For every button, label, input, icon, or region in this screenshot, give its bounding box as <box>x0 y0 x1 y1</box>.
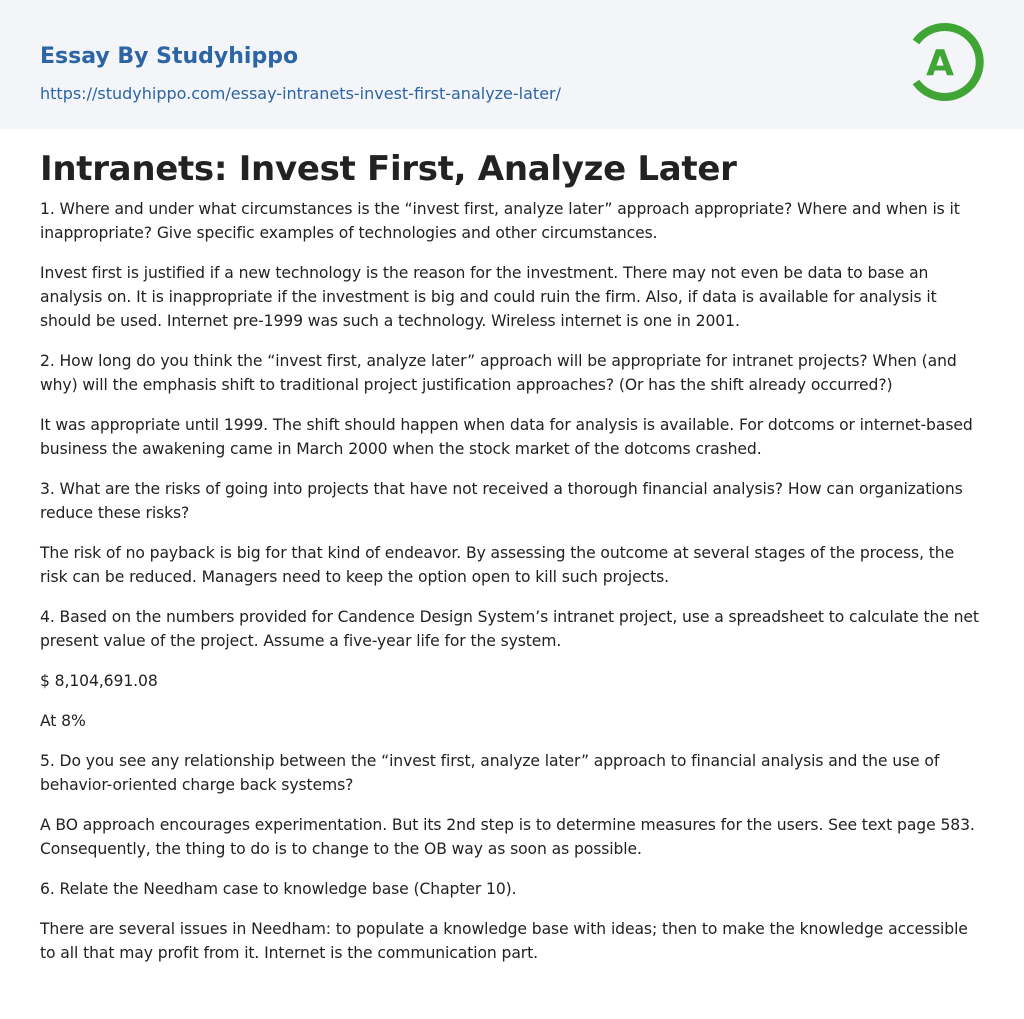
paragraph: 1. Where and under what circumstances is the “invest first, analyze later” approach appropriate? Where and when is it inappropriate? Give specific examples of technologies and other circumstances. <box>40 200 960 242</box>
paragraph: $ 8,104,691.08 <box>40 672 158 690</box>
article-body <box>0 147 1024 965</box>
studyhippo-logo-icon[interactable] <box>910 18 988 106</box>
site-brand[interactable]: Essay By Studyhippo <box>40 44 299 69</box>
paragraph: Invest first is justified if a new technology is the reason for the investment. There may not even be data to base an analysis on. It is inappropriate if the investment is big and could ruin the firm. Also, if data is available for analysis it should be used. Internet pre-1999 was such a technology. Wireless internet is one in 2001. <box>40 264 937 330</box>
logo-letter: A <box>926 43 954 84</box>
paragraph: 6. Relate the Needham case to knowledge base (Chapter 10). <box>40 880 517 898</box>
paragraph: There are several issues in Needham: to populate a knowledge base with ideas; then to make the knowledge accessible to all that may profit from it. Internet is the communication part. <box>40 920 968 962</box>
page-title: Intranets: Invest First, Analyze Later <box>40 149 737 189</box>
article-url-link[interactable]: https://studyhippo.com/essay-intranets-invest-first-analyze-later/ <box>40 84 562 103</box>
paragraph: The risk of no payback is big for that kind of endeavor. By assessing the outcome at several stages of the process, the risk can be reduced. Managers need to keep the option open to kill such projects. <box>40 544 955 586</box>
paragraph: 5. Do you see any relationship between the “invest first, analyze later” approach to financial analysis and the use of behavior-oriented charge back systems? <box>40 752 940 794</box>
paragraph: 3. What are the risks of going into projects that have not received a thorough financial analysis? How can organizations reduce these risks? <box>40 480 963 522</box>
paragraph: 4. Based on the numbers provided for Candence Design System’s intranet project, use a spreadsheet to calculate the net present value of the project. Assume a five-year life for the system. <box>40 608 979 650</box>
paragraph: It was appropriate until 1999. The shift should happen when data for analysis is available. For dotcoms or internet-based business the awakening came in March 2000 when the stock market of the dotcoms crashed. <box>40 416 973 458</box>
site-header <box>0 0 1024 129</box>
paragraph: At 8% <box>40 712 86 730</box>
paragraph: A BO approach encourages experimentation. But its 2nd step is to determine measures for the users. See text page 583. Consequently, the thing to do is to change to the OB way as soon as possible. <box>40 816 975 858</box>
paragraph-list <box>40 197 984 965</box>
paragraph: 2. How long do you think the “invest first, analyze later” approach will be appropriate for intranet projects? When (and why) will the emphasis shift to traditional project justification approaches? (Or has the shift already occurred?) <box>40 352 957 394</box>
